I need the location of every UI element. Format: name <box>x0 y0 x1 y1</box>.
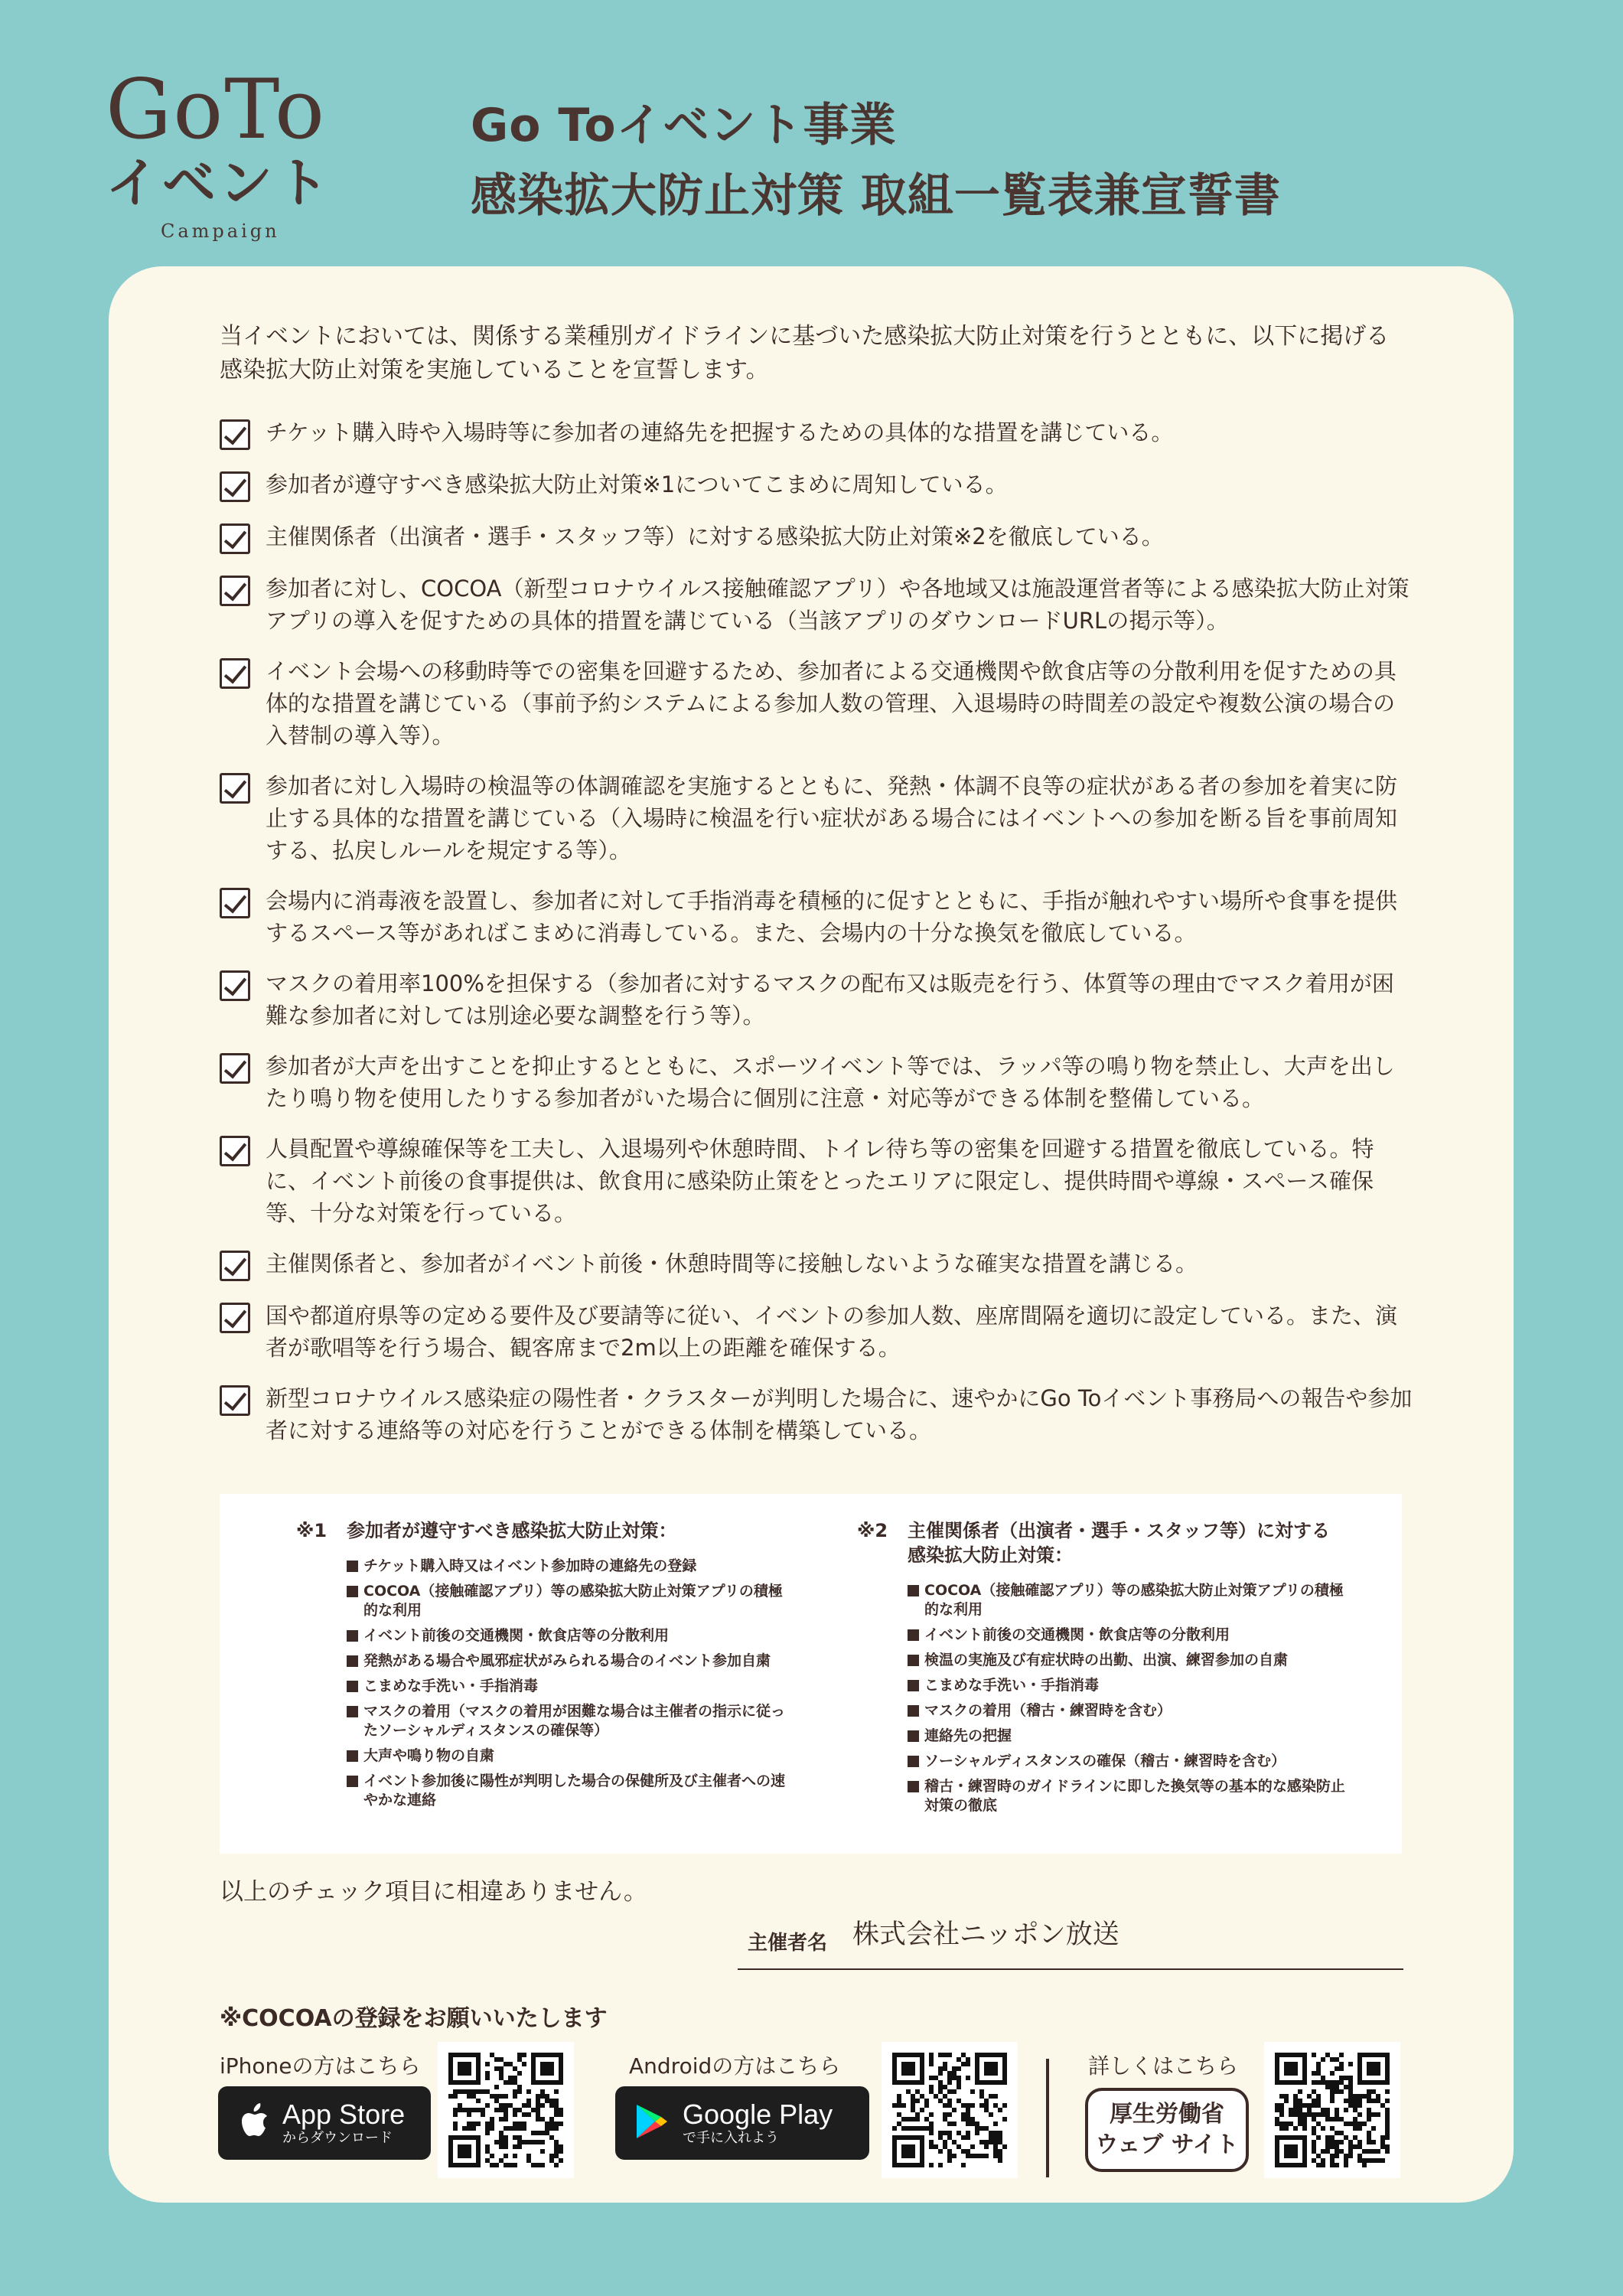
note-2 <box>857 1518 1347 1821</box>
qr-code-iphone[interactable] <box>438 2042 574 2178</box>
qr-code-android[interactable] <box>882 2042 1018 2178</box>
checklist-item <box>220 1133 1413 1229</box>
app-store-sub: からダウンロード <box>282 2130 393 2146</box>
note-list-item: イベント参加後に陽性が判明した場合の保健所及び主催者への速やかな連絡 <box>347 1772 786 1810</box>
checklist-item-text: 会場内に消毒液を設置し、参加者に対して手指消毒を積極的に促すとともに、手指が触れやすい場所や食事を提供するスペース等があればこまめに消毒している。また、会場内の十分な換気を徹底している。 <box>266 888 1398 946</box>
note-list-item: 検温の実施及び有症状時の出勤、出演、練習参加の自粛 <box>908 1651 1347 1670</box>
apple-icon <box>238 2103 269 2143</box>
checkbox-checked-icon[interactable] <box>220 1251 250 1281</box>
mhlw-website-button[interactable] <box>1085 2088 1249 2172</box>
checkbox-checked-icon[interactable] <box>220 523 250 554</box>
checklist-item <box>220 572 1413 637</box>
note-2-heading: 主催関係者（出演者・選手・スタッフ等）に対する感染拡大防止対策： <box>908 1520 1330 1566</box>
note-list-item: 発熱がある場合や風邪症状がみられる場合のイベント参加自粛 <box>347 1652 786 1671</box>
checkbox-checked-icon[interactable] <box>220 1303 250 1333</box>
note-list-item: こまめな手洗い・手指消毒 <box>908 1676 1347 1695</box>
checklist <box>220 416 1413 1465</box>
note-list-item: ソーシャルディスタンスの確保（稽古・練習時を含む） <box>908 1752 1347 1771</box>
checkbox-checked-icon[interactable] <box>220 970 250 1001</box>
declaration-card <box>109 266 1514 2203</box>
checkbox-checked-icon[interactable] <box>220 773 250 804</box>
app-store-title: App Store <box>282 2099 406 2130</box>
note-list-item: イベント前後の交通機関・飲食店等の分散利用 <box>908 1626 1347 1645</box>
note-list-item: 大声や鳴り物の自粛 <box>347 1746 786 1766</box>
goto-event-logo <box>106 62 335 245</box>
checklist-item <box>220 1300 1413 1364</box>
checklist-item-text: 新型コロナウイルス感染症の陽性者・クラスターが判明した場合に、速やかにGo Toイベント事務局への報告や参加者に対する連絡等の対応を行うことができる体制を構築している。 <box>266 1385 1413 1443</box>
note-list-item: チケット購入時又はイベント参加時の連絡先の登録 <box>347 1557 786 1576</box>
note-1-list <box>347 1557 786 1810</box>
checklist-item-text: 参加者に対し、COCOA（新型コロナウイルス接触確認アプリ）や各地域又は施設運営者等による感染拡大防止対策アプリの導入を促すための具体的措置を講じている（当該アプリのダウンロードURLの掲示等）。 <box>266 576 1410 634</box>
checklist-item-text: マスクの着用率100%を担保する（参加者に対するマスクの配布又は販売を行う、体質等の理由でマスク着用が困難な参加者に対しては別途必要な調整を行う等）。 <box>266 970 1394 1029</box>
note-1-heading: 参加者が遵守すべき感染拡大防止対策： <box>347 1520 677 1541</box>
checklist-item-text: 主催関係者（出演者・選手・スタッフ等）に対する感染拡大防止対策※2を徹底している。 <box>266 523 1164 550</box>
note-2-mark: ※2 <box>857 1520 888 1541</box>
note-1 <box>296 1518 786 1816</box>
note-list-item: COCOA（接触確認アプリ）等の感染拡大防止対策アプリの積極的な利用 <box>347 1582 786 1620</box>
note-2-list <box>908 1581 1347 1815</box>
checklist-item <box>220 967 1413 1032</box>
checklist-item <box>220 416 1413 450</box>
google-play-badge[interactable] <box>615 2086 869 2160</box>
checklist-item <box>220 1247 1413 1281</box>
checklist-item-text: 国や都道府県等の定める要件及び要請等に従い、イベントの参加人数、座席間隔を適切に設定している。また、演者が歌唱等を行う場合、観客席まで2m以上の距離を確保する。 <box>266 1303 1398 1361</box>
checklist-item-text: 人員配置や導線確保等を工夫し、入退場列や休憩時間、トイレ待ち等の密集を回避する措置を徹底している。特に、イベント前後の食事提供は、飲食用に感染防止策をとったエリアに限定し、提供時間や導線・スペース確保等、十分な対策を行っている。 <box>266 1136 1374 1226</box>
mhlw-line1: 厚生労働省 <box>1110 2101 1224 2128</box>
checkbox-checked-icon[interactable] <box>220 419 250 450</box>
checklist-item-text: 参加者に対し入場時の検温等の体調確認を実施するとともに、発熱・体調不良等の症状がある者の参加を着実に防止する具体的な措置を講じている（入場時に検温を行い症状がある場合にはイベントへの参加を断る旨を事前周知する、払戻しルールを規定する等）。 <box>266 773 1398 863</box>
note-list-item: 稽古・練習時のガイドラインに即した換気等の基本的な感染防止対策の徹底 <box>908 1777 1347 1815</box>
checklist-item-text: イベント会場への移動時等での密集を回避するため、参加者による交通機関や飲食店等の分散利用を促すための具体的な措置を講じている（事前予約システムによる参加人数の管理、入退場時の時間差の設定や複数公演の場合の入替制の導入等）。 <box>266 658 1396 748</box>
checklist-item-text: 参加者が遵守すべき感染拡大防止対策※1についてこまめに周知している。 <box>266 471 1008 497</box>
note-list-item: 連絡先の把握 <box>908 1727 1347 1746</box>
checklist-item <box>220 770 1413 866</box>
logo-line3: Campaign <box>161 220 280 242</box>
checkbox-checked-icon[interactable] <box>220 658 250 689</box>
mhlw-line2: ウェブ サイト <box>1095 2131 1239 2158</box>
note-list-item: イベント前後の交通機関・飲食店等の分散利用 <box>347 1626 786 1645</box>
checkbox-checked-icon[interactable] <box>220 1136 250 1166</box>
notes-box <box>220 1494 1402 1854</box>
checklist-item <box>220 468 1413 502</box>
checkbox-checked-icon[interactable] <box>220 1053 250 1084</box>
google-play-title: Google Play <box>683 2099 833 2130</box>
page-title <box>471 90 1281 231</box>
checklist-item <box>220 655 1413 752</box>
title-line1: Go Toイベント事業 <box>471 99 897 152</box>
organizer-label: 主催者名 <box>748 1932 828 1955</box>
checkbox-checked-icon[interactable] <box>220 888 250 918</box>
google-play-icon <box>635 2103 669 2143</box>
checkbox-checked-icon[interactable] <box>220 1385 250 1416</box>
note-list-item: マスクの着用（稽古・練習時を含む） <box>908 1701 1347 1720</box>
checkbox-checked-icon[interactable] <box>220 471 250 502</box>
iphone-label: iPhoneの方はこちら <box>220 2053 421 2079</box>
android-label: Androidの方はこちら <box>629 2053 841 2079</box>
note-list-item: マスクの着用（マスクの着用が困難な場合は主催者の指示に従ったソーシャルディスタンスの確保等） <box>347 1702 786 1740</box>
title-line2: 感染拡大防止対策 取組一覧表兼宣誓書 <box>471 169 1281 223</box>
checklist-item-text: 参加者が大声を出すことを抑止するとともに、スポーツイベント等では、ラッパ等の鳴り物を禁止し、大声を出したり鳴り物を使用したりする参加者がいた場合に個別に注意・対応等ができる体制を整備している。 <box>266 1053 1395 1111</box>
note-list-item: こまめな手洗い・手指消毒 <box>347 1677 786 1696</box>
google-play-sub: で手に入れよう <box>683 2130 779 2146</box>
checklist-item-text: チケット購入時や入場時等に参加者の連絡先を把握するための具体的な措置を講じている。 <box>266 419 1174 445</box>
checklist-item-text: 主催関係者と、参加者がイベント前後・休憩時間等に接触しないような確実な措置を講じる。 <box>266 1251 1198 1277</box>
checklist-item <box>220 1050 1413 1114</box>
divider <box>1046 2059 1049 2177</box>
confirm-statement: 以上のチェック項目に相違ありません。 <box>220 1878 647 1906</box>
checklist-item <box>220 1382 1413 1446</box>
qr-code-mhlw[interactable] <box>1264 2042 1400 2178</box>
logo-line1: GoTo <box>106 62 326 158</box>
note-list-item: COCOA（接触確認アプリ）等の感染拡大防止対策アプリの積極的な利用 <box>908 1581 1347 1619</box>
intro-text: 当イベントにおいては、関係する業種別ガイドラインに基づいた感染拡大防止対策を行うとともに、以下に掲げる感染拡大防止対策を実施していることを宣誓します。 <box>220 323 1390 383</box>
app-store-badge[interactable] <box>218 2086 431 2160</box>
logo-line2: イベント <box>106 152 332 214</box>
checklist-item <box>220 520 1413 554</box>
checkbox-checked-icon[interactable] <box>220 576 250 606</box>
details-label: 詳しくはこちら <box>1088 2053 1239 2079</box>
checklist-item <box>220 885 1413 949</box>
organizer-name: 株式会社ニッポン放送 <box>852 1919 1119 1950</box>
signature-line <box>738 1968 1403 1970</box>
note-1-mark: ※1 <box>296 1520 328 1541</box>
cocoa-note: ※COCOAの登録をお願いいたします <box>220 2005 608 2032</box>
